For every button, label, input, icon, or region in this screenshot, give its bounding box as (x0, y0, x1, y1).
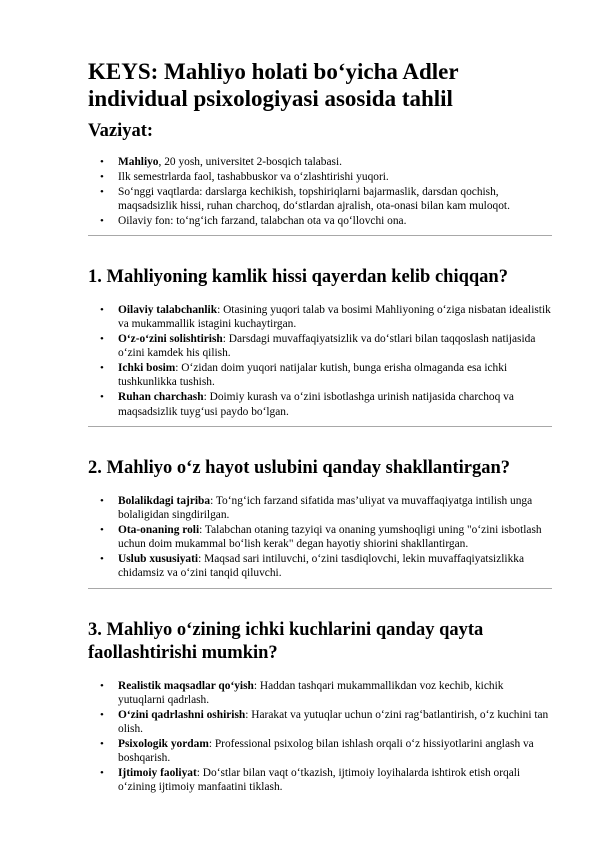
list-item: • Ruhan charchash: Doimiy kurash va o‘zini isbotlashga urinish natijasida charchoq va maqsadsizlik tuyg‘usi paydo bo‘lgan. (88, 390, 552, 419)
list-item: • Ilk semestrlarda faol, tashabbuskor va o‘zlashtirishi yuqori. (88, 170, 552, 184)
list-item: • Bolalikdagi tajriba: To‘ng‘ich farzand sifatida mas’uliyat va muvaffaqiyatga intilish unga bolaligidan singdirilgan. (88, 494, 552, 523)
list-item: • Realistik maqsadlar qo‘yish: Haddan tashqari mukammallikdan voz kechib, kichik yutuqlarni qadrlash. (88, 679, 552, 708)
list-item: • O‘z-o‘zini solishtirish: Darsdagi muvaffaqiyatsizlik va do‘stlari bilan taqqoslash natijasida o‘zini kamdek his qilish. (88, 332, 552, 361)
list-item: • Ichki bosim: O‘zidan doim yuqori natijalar kutish, bunga erisha olmaganda esa ichki tushkunlikka tushish. (88, 361, 552, 390)
list-item: • Uslub xususiyati: Maqsad sari intiluvchi, o‘zini tasdiqlovchi, lekin muvaffaqiyatsizlikka chidamsiz va o‘zini tanqid qiluvchi. (88, 552, 552, 581)
situation-heading: Vaziyat: (88, 121, 154, 141)
list-item: • Mahliyo, 20 yosh, universitet 2-bosqich talabasi. (88, 155, 552, 169)
section-1-heading: 1. Mahliyoning kamlik hissi qayerdan kelib chiqqan? (88, 266, 508, 287)
list-item: • Ota-onaning roli: Talabchan otaning tazyiqi va onaning yumshoqligi uning "o‘zini isbotlash uchun doim mukammal bo‘lish kerak" degan hayotiy shiorini shakllantirgan. (88, 523, 552, 552)
section-3-list (88, 679, 552, 795)
list-item: • Ijtimoiy faoliyat: Do‘stlar bilan vaqt o‘tkazish, ijtimoiy loyihalarda ishtirok etish orqali o‘zining ijtimoiy manfaatini tiklash. (88, 766, 552, 795)
list-item: • Oilaviy talabchanlik: Otasining yuqori talab va bosimi Mahliyoning o‘ziga nisbatan idealistik va mukammallik istagini kuchaytirgan. (88, 303, 552, 332)
situation-list (88, 155, 552, 228)
section-2-list (88, 494, 552, 581)
document-title: KEYS: Mahliyo holati bo‘yicha Adler individual psixologiyasi asosida tahlil (88, 59, 459, 111)
section-3-heading: 3. Mahliyo o‘zining ichki kuchlarini qanday qayta faollashtirishi mumkin? (88, 619, 484, 663)
list-item: • Psixologik yordam: Professional psixolog bilan ishlash orqali o‘z hissiyotlarini anglash va boshqarish. (88, 737, 552, 766)
section-1-list (88, 303, 552, 419)
list-item: • Oilaviy fon: to‘ng‘ich farzand, talabchan ota va qo‘llovchi ona. (88, 214, 552, 228)
section-2-heading: 2. Mahliyo o‘z hayot uslubini qanday shakllantirgan? (88, 457, 511, 478)
list-item: • O‘zini qadrlashni oshirish: Harakat va yutuqlar uchun o‘zini rag‘batlantirish, o‘z kuchini tan olish. (88, 708, 552, 737)
list-item: • So‘nggi vaqtlarda: darslarga kechikish, topshiriqlarni bajarmaslik, darsdan qochish, maqsadsizlik hissi, ruhan charchoq, do‘stlardan ajralish, ota-onasi bilan kam muloqot. (88, 185, 552, 214)
